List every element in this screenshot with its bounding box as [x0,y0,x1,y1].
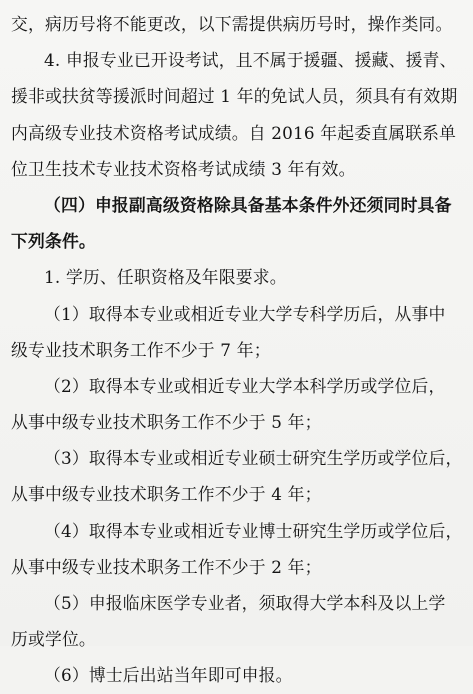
text-line: （1）取得本专业或相近专业大学专科学历后，从事中 [44,303,446,324]
text-line: 内高级专业技术资格考试成绩。自 2016 年起委直属联系单 [11,122,457,143]
text-line: 级专业技术职务工作不少于 7 年； [11,339,271,360]
section-heading-continued: 下列条件。 [11,231,96,252]
text-line: 从事中级专业技术职务工作不少于 4 年； [11,484,322,505]
text-line: 从事中级专业技术职务工作不少于 5 年； [11,412,322,433]
text-line: （6）博士后出站当年即可申报。 [44,665,293,686]
text-line: 1. 学历、任职资格及年限要求。 [44,267,287,288]
text-line: （2）取得本专业或相近专业大学本科学历或学位后， [44,375,446,396]
text-line: 位卫生技术专业技术资格考试成绩 3 年有效。 [11,158,356,179]
text-line: （4）取得本专业或相近专业博士研究生学历或学位后， [44,520,463,541]
text-line: （5）申报临床医学专业者，须取得大学本科及以上学 [44,593,446,613]
text-line: 交，病历号将不能更改，以下需提供病历号时，操作类同。 [11,14,453,34]
text-line: 4. 申报专业已开设考试，且不属于援疆、援藏、援青、 [44,50,457,71]
text-line: 历或学位。 [11,629,96,650]
section-heading: （四）申报副高级资格除具备基本条件外还须同时具备 [44,194,452,215]
text-line: 从事中级专业技术职务工作不少于 2 年； [11,556,322,577]
text-line: 援非或扶贫等援派时间超过 1 年的免试人员，须具有有效期 [11,86,458,107]
text-line: （3）取得本专业或相近专业硕士研究生学历或学位后， [44,448,463,469]
